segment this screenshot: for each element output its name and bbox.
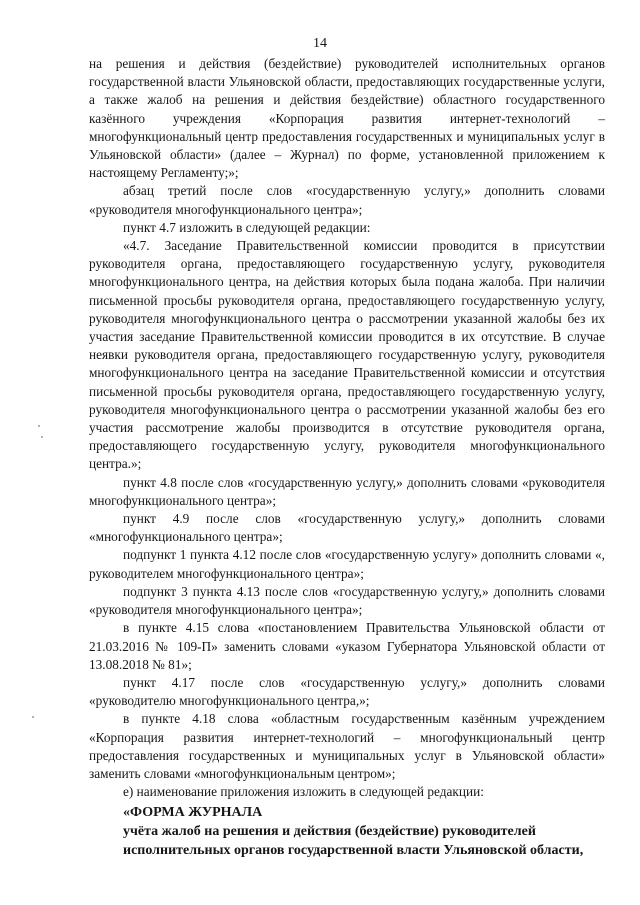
paragraph-journal-continuation: на решения и действия (бездействие) руководителей исполнительных органов государственной власти Ульяновской области, предоставляющих государственные услуги, а также жалоб на решения и действия бездействие) областного государственного казённого учреждения «Корпорация развития интернет-технологий – многофункциональный центр предоставления государственных и муниципальных услуг в Ульяновской области» (далее – Журнал) по форме, установленной приложением к настоящему Регламенту;»; <box>89 56 605 181</box>
paragraph-abzac-third: абзац третий после слов «государственную услугу,» дополнить словами «руководителя многофункционального центра»; <box>89 183 605 217</box>
page-number: 14 <box>313 36 327 51</box>
paragraph-point-4-15: в пункте 4.15 слова «постановлением Правительства Ульяновской области от 21.03.2016 № 109-П» заменить словами «указом Губернатора Ульяновской области от 13.08.2018 № 81»; <box>89 620 605 672</box>
paragraph-subpoint-4-13: подпункт 3 пункта 4.13 после слов «государственную услугу,» дополнить словами «руководителя многофункционального центра»; <box>89 583 605 618</box>
form-subtitle-line-1: учёта жалоб на решения и действия (бездействие) руководителей <box>123 824 536 840</box>
scan-speck <box>38 425 40 427</box>
paragraph-subpoint-4-12: подпункт 1 пункта 4.12 после слов «государственную услугу» дополнить словами «, руководителем многофункционального центра»; <box>89 547 605 581</box>
document-body <box>89 55 605 860</box>
paragraph-point-4-7-intro: пункт 4.7 изложить в следующей редакции: <box>123 219 371 235</box>
form-title: «ФОРМА ЖУРНАЛА <box>123 805 263 821</box>
paragraph-point-4-9: пункт 4.9 после слов «государственную услугу,» дополнить словами «многофункционального центра»; <box>89 511 605 545</box>
paragraph-point-4-17: пункт 4.17 после слов «государственную услугу,» дополнить словами «руководителю многофункционального центра,»; <box>89 674 605 709</box>
scan-speck <box>41 436 43 438</box>
scan-speck <box>32 716 34 718</box>
paragraph-point-4-18: в пункте 4.18 слова «областным государственным казённым учреждением «Корпорация развития интернет-технологий – многофункциональный центр предоставления государственных и муниципальных услуг в Ульяновской области» заменить словами «многофункциональным центром»; <box>89 711 605 781</box>
paragraph-point-4-7-text: «4.7. Заседание Правительственной комиссии проводится в присутствии руководителя органа, предоставляющего государственную услугу, руководителя многофункционального центра, на действия которых была подана жалоба. При наличии письменной просьбы руководителя органа, предоставляющего государственную услугу, руководителя многофункционального центра о рассмотрении указанной жалобы без их участия заседание Правительственной комиссии проводится в их отсутствие. В случае неявки руководителя органа, предоставляющего государственную услугу, руководителя многофункционального центра на заседание Правительственной комиссии и отсутствия письменной просьбы руководителя органа, предоставляющего государственную услугу, руководителя многофункционального центра о рассмотрении указанной жалобы без его участия рассмотрение жалобы производится в отсутствие руководителя органа, предоставляющего государственную услугу, руководителя многофункционального центра.»; <box>89 238 605 472</box>
form-subtitle-line-2: исполнительных органов государственной власти Ульяновской области, <box>123 843 584 859</box>
paragraph-point-4-8: пункт 4.8 после слов «государственную услугу,» дополнить словами «руководителя многофункционального центра»; <box>89 474 605 508</box>
paragraph-appendix-name: е) наименование приложения изложить в следующей редакции: <box>123 784 484 800</box>
